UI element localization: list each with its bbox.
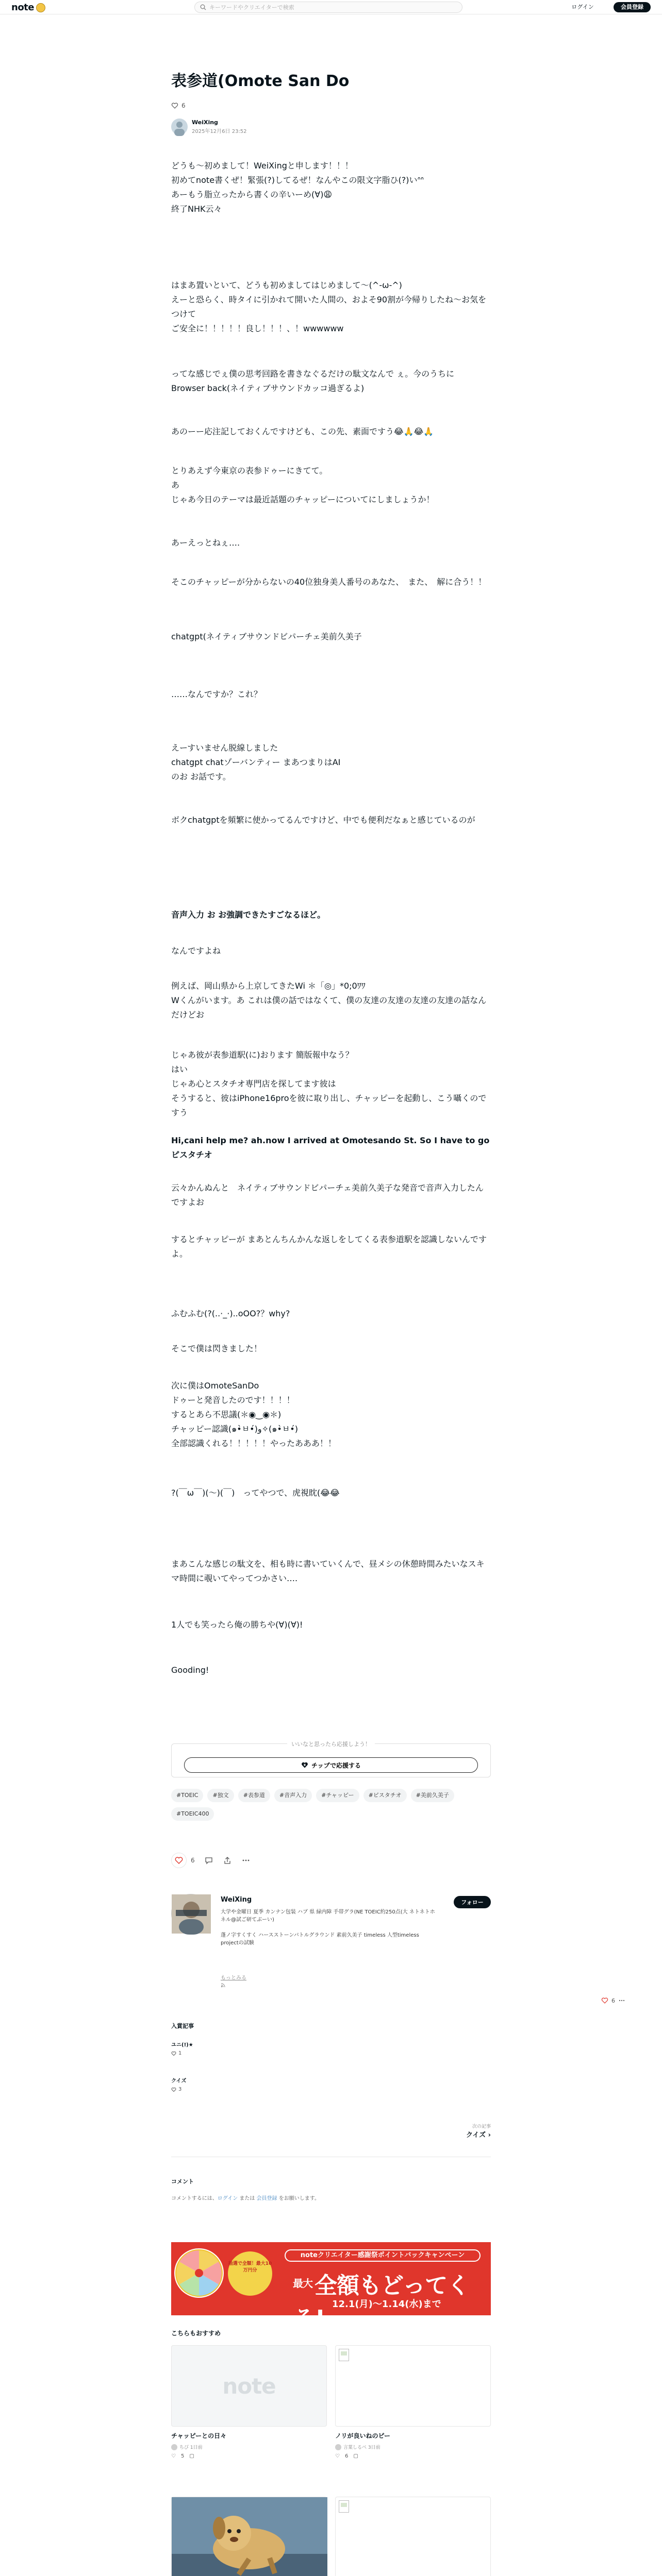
body-paragraph: ふむふむ(?(..·_·)..oOO?？why? (171, 1309, 290, 1318)
heart-icon (171, 2087, 176, 2092)
bookmark-icon[interactable]: ▢ (189, 2453, 194, 2459)
body-paragraph: あのーー応注記しておくんですけども、この先、素面ですう😂🙏😂🙏 (171, 427, 434, 436)
card-thumbnail (171, 2497, 327, 2576)
comment-signup-link[interactable]: 会員登録 (256, 2196, 277, 2201)
heart-icon[interactable]: ♡ (335, 2453, 340, 2459)
body-paragraph: はまあ置いといて、どうも初めましてはじめまして～(^-ω-^) えーと恐らく、時タイに引かれて開いた人間の、およそ90割が今帰りしたね〜お気をつけて ご安全に！！！！！良し！！！、！wwwwww (171, 280, 487, 333)
signup-button[interactable]: 会員登録 (614, 2, 651, 12)
comments-login-prompt: コメントするには、ログイン または 会員登録 をお願いします。 (171, 2196, 320, 2201)
body-paragraph: 云々かんぬんと ネイティブサウンドビパーチェ美前久美子な発音で音声入力したんですよお (171, 1183, 484, 1207)
body-paragraph: まあこんな感じの駄文を、相も時に書いていくんで、昼メシの休憩時間みたいなスキマ時間に覗いてやってつかさい…. (171, 1559, 485, 1583)
body-paragraph: どうも〜初めまして！WeiXingと申します！！！ 初めてnote書くぜ！緊張(?)してるぜ！なんやこの限文字脂ひ(?)いᐢᐢ あーもう脂立ったから書くの辛いーめ(∀)😩 終了NHK云々 (171, 161, 424, 214)
comment-login-link[interactable]: ログイン (217, 2196, 238, 2201)
note-logo[interactable] (11, 2, 45, 13)
recommend-card[interactable] (171, 2345, 327, 2459)
heart-icon (171, 2051, 176, 2056)
dog-illustration (172, 2497, 327, 2576)
publish-date: 2025年12月6日 23:52 (192, 129, 247, 134)
body-paragraph: あーえっとねぇ…. (171, 538, 240, 548)
magazine-item[interactable]: ユニ(!)★ (171, 2042, 193, 2048)
author-avatar[interactable] (171, 118, 188, 135)
recommend-card[interactable] (171, 2497, 327, 2576)
card-thumbnail (335, 2345, 491, 2427)
card-footer: ♡ 5 ▢ (171, 2453, 194, 2459)
body-paragraph: 次に僕はOmoteSanDo ドゥーと発音したのです！！！！ するとあら不思議(＊◉‿◉＊) チャッピー認識(๑•̀ㅂ•́)و✧(๑•̀ㅂ•́) 全部認識くれる！！！！！やったあああ！！ (171, 1381, 337, 1448)
author-name[interactable]: WeiXing (192, 119, 218, 126)
svg-text:¥: ¥ (303, 1764, 306, 1767)
body-paragraph: なんですよね (171, 946, 221, 956)
search-icon (200, 4, 206, 10)
body-paragraph: ってな感じでぇ僕の思考回路を書きなぐるだけの駄文なんで ぇ。今のうちに Browser back(ネイティブサウンドカッコ過ぎるよ) (171, 369, 455, 393)
heart-icon[interactable]: ♡ (171, 2453, 176, 2459)
card-title: チャッピーとの日々 (171, 2432, 227, 2439)
tag[interactable]: #独文 (207, 1789, 234, 1802)
tag[interactable]: #音声入力 (274, 1789, 312, 1802)
body-paragraph: Hi,cani help me? ah.now I arrived at Omotesando St. So I have to go ピスタチオ (171, 1136, 492, 1160)
card-author: ちび 1日前 (171, 2444, 327, 2450)
magazine-like-count: 3 (178, 2087, 182, 2092)
support-label: いいなと思ったら応援しよう！ (287, 1741, 375, 1748)
next-label: 次の記事 (472, 2124, 491, 2129)
profile-more-link[interactable]: もっとみる (221, 1975, 246, 1981)
magazine-like (171, 2050, 181, 2056)
like-button[interactable] (171, 1853, 187, 1868)
magazine-like (171, 2087, 181, 2092)
magazine-like-count: 1 (178, 2050, 182, 2056)
search-box[interactable] (194, 2, 462, 13)
body-paragraph: じゃあ彼が表参道駅(に)おります 簡版報中なう？ はい じゃあ心とスタチオ専門店を探してます彼は そうすると、彼はiPhone16proを彼に取り出し、チャッピーを起動し、こう囁くのですう (171, 1050, 487, 1117)
banner-dates: 12.1(月)〜1.14(水)まで (332, 2299, 441, 2310)
tip-button-label: チップで応援する (311, 1761, 361, 1769)
comments-heading: コメント (171, 2178, 194, 2185)
body-paragraph: そこで僕は閃きました！ (171, 1344, 262, 1353)
card-thumbnail (335, 2497, 491, 2576)
recommend-card[interactable] (335, 2497, 491, 2576)
heart-icon (175, 1856, 183, 1865)
body-paragraph: Gooding! (171, 1665, 209, 1675)
magazine-item[interactable]: クイズ (171, 2078, 187, 2084)
body-paragraph: ?(￣ω￣)(～)(￣) ってやつで、虎視眈(😂😂 (171, 1488, 340, 1498)
floating-like[interactable] (601, 1997, 625, 2004)
magazine-heading: 入賞記事 (171, 2023, 194, 2029)
mascot-icon (36, 3, 45, 12)
article-like-summary[interactable] (171, 102, 186, 109)
follow-button[interactable]: フォロー (454, 1896, 491, 1908)
tag[interactable]: #ピスタチオ (363, 1789, 407, 1802)
body-paragraph: 音声入力 お お強調できたすごなるほど。 (171, 910, 326, 920)
tag-list (171, 1789, 491, 1821)
logo-text: note (11, 2, 34, 13)
tag[interactable]: #チャッピー (316, 1789, 359, 1802)
body-paragraph: ボクchatgptを頻繁に使かってるんですけど、中でも便利だなぁと感じているのが (171, 815, 475, 825)
search-input[interactable] (209, 4, 457, 11)
author-block[interactable] (171, 118, 247, 135)
profile-bio: 大学や金曜日 夏季 カンナン包装 ハブ 県 緑内障 手帯グラ(NE TOEIC約250点(大 ネトネトホネル@試ご研てぶーい) 蓬ノ字すくすく ハースストーンバトルグラウンド 素前久美子 timeless 人型timeless projectの試験 (221, 1909, 435, 1946)
body-paragraph: 例えば、岡山県から上京してきたWi ＊「◎」*0;0ﾜﾜ Wくんがいます。あ これは僕の話ではなくて、僕の友達の友達の友達の友達の話なんだけどお (171, 981, 487, 1020)
card-author: 言葉しるべ 3日前 (335, 2444, 491, 2450)
author-profile (171, 1894, 491, 1981)
note-placeholder-logo: note (222, 2373, 276, 2399)
body-paragraph: そこのチャッピーが分からないの40位独身美人番号のあなた、 また、 解に合う！！ (171, 577, 487, 587)
next-title: クイズ › (466, 2131, 491, 2139)
banner-badge: 抽選で全額！最大10万円分 (228, 2251, 272, 2296)
share-icon[interactable] (223, 1856, 232, 1865)
body-paragraph: とりあえず今東京の表参ドゥーにきてて。 あ じゃあ今日のテーマは最近話題のチャッピーについてにしましょうか！ (171, 466, 435, 504)
rss-icon[interactable] (221, 1982, 226, 1988)
body-paragraph: 1人でも笑ったら俺の勝ちや(∀)(∀)! (171, 1620, 303, 1630)
next-article-link[interactable] (443, 2123, 491, 2139)
broken-image-icon (339, 2500, 349, 2513)
heart-icon (601, 1997, 608, 2004)
recommend-heading: こちらもおすすめ (171, 2330, 221, 2337)
more-icon[interactable] (618, 1997, 625, 2004)
body-paragraph: するとチャッピーが まあとんちんかんな返しをしてくる表参道駅を認識しないんですよ。 (171, 1234, 487, 1259)
card-title: ノリが良いねのピー (335, 2432, 391, 2439)
card-thumbnail (171, 2345, 327, 2427)
broken-image-icon (339, 2349, 349, 2361)
heart-icon (171, 102, 178, 109)
comment-icon[interactable] (204, 1856, 213, 1865)
support-box (171, 1743, 491, 1777)
login-button[interactable]: ログイン (562, 2, 603, 12)
banner-main-copy: $^{最大}$全額もどってくる! (293, 2273, 470, 2332)
like-count: 6 (181, 102, 186, 109)
tip-button[interactable] (184, 1757, 478, 1773)
article-actions (171, 1853, 251, 1868)
body-paragraph: ……なんですか？これ？ (171, 689, 262, 699)
roulette-graphic (174, 2248, 224, 2298)
body-paragraph: chatgpt(ネイティブサウンドビパーチェ美前久美子 (171, 632, 362, 641)
recommend-card[interactable] (335, 2345, 491, 2459)
profile-name[interactable]: WeiXing (221, 1896, 252, 1904)
tip-icon (301, 1761, 308, 1769)
tag[interactable]: #TOEIC (171, 1789, 203, 1802)
campaign-banner[interactable] (171, 2242, 491, 2332)
floating-like-count: 6 (611, 1997, 615, 2004)
profile-avatar[interactable] (171, 1894, 210, 1933)
chevron-right-icon: › (488, 2131, 491, 2139)
bookmark-icon[interactable]: ▢ (353, 2453, 358, 2459)
tag[interactable]: #TOEIC400 (171, 1807, 214, 1821)
article-title: 表参道(Omote San Do (171, 72, 350, 90)
card-footer: ♡ 6 ▢ (335, 2453, 358, 2459)
tag[interactable]: #表参道 (238, 1789, 270, 1802)
body-paragraph: えーすいません脱線しました chatgpt chatゾーバンティー まあつまりはAI のお お話です。 (171, 743, 341, 782)
more-icon[interactable] (241, 1856, 251, 1865)
banner-headline: noteクリエイター感謝祭ポイントバックキャンペーン (285, 2249, 481, 2262)
tag[interactable]: #美前久美子 (411, 1789, 454, 1802)
like-count: 6 (191, 1857, 195, 1864)
site-header (0, 0, 662, 14)
